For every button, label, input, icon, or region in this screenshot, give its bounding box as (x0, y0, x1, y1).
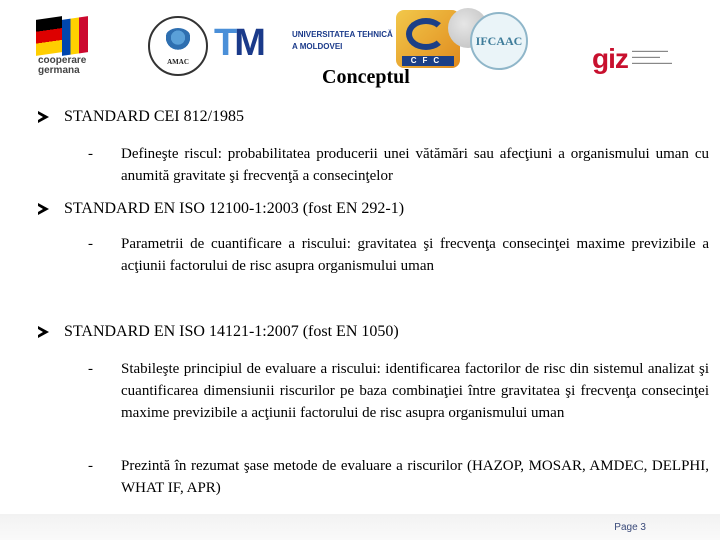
cooperare-label: cooperare (38, 55, 87, 66)
dash-bullet: - (88, 458, 93, 474)
standard-heading-text: STANDARD EN ISO 14121-1:2007 (fost EN 1050) (64, 323, 399, 340)
standard-heading-text: STANDARD EN ISO 12100-1:2003 (fost EN 292-1) (64, 200, 405, 217)
germana-label: germana (38, 65, 80, 76)
giz-subtitle-line: ▬▬▬▬▬▬▬ (632, 54, 660, 59)
utm-name-line2: A MOLDOVEI (292, 42, 343, 51)
standard-heading (38, 198, 404, 220)
arrow-bullet-icon (38, 325, 52, 339)
moldova-flag-icon (62, 16, 88, 56)
utm-emblem-icon: TM (214, 22, 263, 64)
amac-emblem-icon (164, 28, 192, 52)
utm-name-line1: UNIVERSITATEA TEHNICĂ (292, 30, 393, 39)
dash-bullet: - (88, 361, 93, 377)
giz-subtitle-line: ▬▬▬▬▬▬▬▬▬ (632, 48, 668, 53)
utm-logo (214, 22, 393, 64)
germany-flag-icon (36, 16, 62, 56)
cfc-emblem-icon (406, 18, 446, 50)
dash-bullet: - (88, 236, 93, 252)
list-item-text: Defineşte riscul: probabilitatea producerii unei vătămări sau afecţiuni a organismului uman cu anumită gravitate şi frecvenţă a consecinţelor (121, 146, 709, 184)
arrow-bullet-icon (38, 110, 52, 124)
list-item-text: Parametrii de cuantificare a riscului: gravitatea şi frecvenţa consecinţei maxime previzibile a acţiunii factorului de risc asupra organismului uman (121, 236, 709, 274)
list-item-text: Prezintă în rezumat şase metode de evaluare a riscurilor (HAZOP, MOSAR, AMDEC, DELPHI, WHAT IF, APR) (121, 458, 709, 496)
cooperare-germana-logo (36, 18, 126, 78)
arrow-bullet-icon (38, 202, 52, 216)
standard-heading-text: STANDARD CEI 812/1985 (64, 108, 245, 125)
standard-heading (38, 106, 244, 128)
list-item-text: Stabileşte principiul de evaluare a riscului: identificarea factorilor de risc din sistemul analizat şi cuantificarea dimensiunii riscurilor pe baza combinaţiei între gravitatea şi frecvenţa consecinţei maxime previzibile a acţiunii factorului de risc asupra organismului uman (121, 361, 709, 421)
ifcaac-label: IFCAAC (475, 34, 523, 48)
giz-label: giz (592, 43, 628, 74)
amac-label: AMAC (167, 58, 189, 66)
page-number: Page 3 (614, 522, 646, 533)
giz-subtitle-line: ▬▬▬▬▬▬▬▬▬▬ (632, 60, 672, 65)
giz-logo (592, 44, 692, 78)
amac-logo (148, 16, 208, 76)
standard-heading (38, 321, 399, 343)
ifcaac-logo (470, 12, 528, 70)
slide-footer (0, 514, 720, 540)
cfc-label: CFC (402, 56, 454, 66)
slide-title: Conceptul (322, 66, 410, 88)
dash-bullet: - (88, 146, 93, 162)
